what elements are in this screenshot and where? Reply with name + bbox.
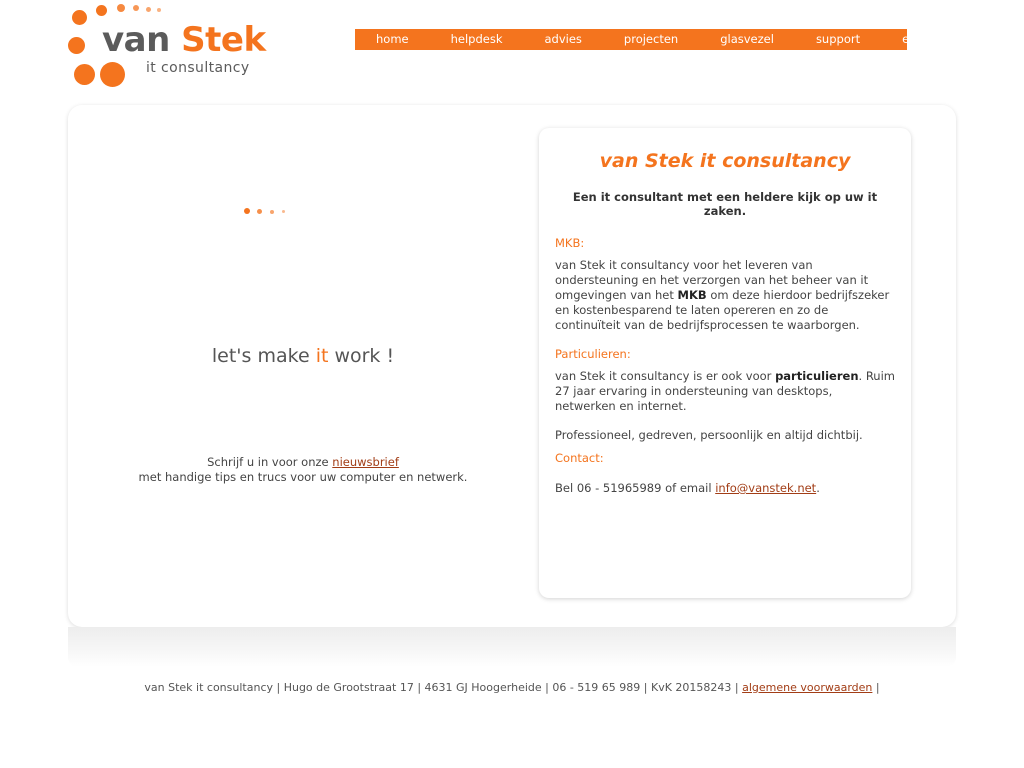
nav-item-projecten[interactable]: projecten: [623, 32, 679, 46]
nav-item-home[interactable]: home: [376, 32, 409, 46]
contact-email-link[interactable]: info@vanstek.net: [715, 481, 817, 495]
logo-wordmark: [102, 22, 266, 76]
mkb-heading: MKB:: [555, 236, 585, 250]
footer-terms-link[interactable]: algemene voorwaarden: [742, 681, 873, 694]
particulieren-paragraph-2: Professioneel, gedreven, persoonlijk en altijd dichtbij.: [555, 428, 863, 442]
contact-heading: Contact:: [555, 451, 604, 465]
newsletter-line2: met handige tips en trucs voor uw computer en netwerk.: [138, 470, 468, 484]
info-card-body: [539, 128, 911, 443]
slogan: [68, 345, 538, 367]
part-bold: particulieren: [775, 369, 859, 383]
info-card: [539, 128, 911, 598]
nav-item-advies[interactable]: advies: [544, 32, 582, 46]
contact-block: [555, 451, 895, 510]
contact-line: [555, 481, 895, 496]
decorative-dots-icon: [244, 205, 304, 219]
newsletter-pre: Schrijf u in voor onze: [207, 455, 333, 469]
mkb-text-2: om deze hierdoor bedrijfszeker en kostenbesparend te laten opereren en zo de continuïteit van de bedrijfsprocessen te waarborgen.: [555, 288, 890, 332]
card-subtitle: Een it consultant met een heldere kijk op uw it zaken.: [572, 190, 878, 218]
site-header: [0, 0, 1024, 100]
footer-text-pre: van Stek it consultancy | Hugo de Grootstraat 17 | 4631 GJ Hoogerheide | 06 - 519 65 989 | KvK 20158243 |: [144, 681, 743, 694]
left-column: [68, 105, 538, 627]
card-title: van Stek it consultancy: [599, 150, 851, 172]
logo-subtitle: it consultancy: [146, 60, 250, 76]
particulieren-paragraph: [555, 369, 895, 414]
contact-pre: Bel 06 - 51965989 of email: [555, 481, 716, 495]
mkb-paragraph: [555, 258, 895, 333]
newsletter-link[interactable]: nieuwsbrief: [332, 455, 399, 469]
site-logo[interactable]: [60, 4, 320, 94]
nav-item-support[interactable]: support: [815, 32, 861, 46]
newsletter-line1: [68, 455, 538, 470]
mkb-bold: MKB: [677, 288, 707, 302]
footer-text-post: |: [872, 681, 880, 694]
site-footer: [0, 681, 1024, 694]
panel-shadow-strip: [68, 627, 956, 667]
logo-word-van: van: [102, 20, 170, 60]
part-text-2: . Ruim 27 jaar ervaring in ondersteuning van desktops, netwerken en internet.: [555, 369, 895, 413]
nav-item-email[interactable]: email: [902, 32, 934, 46]
contact-post: .: [816, 481, 820, 495]
main-navigation: [355, 29, 934, 50]
mkb-text-1: van Stek it consultancy voor het leveren van ondersteuning en het verzorgen van het beheer van it omgevingen van het: [555, 258, 869, 302]
content-panel: [68, 105, 956, 627]
slogan-accent: it: [315, 345, 329, 367]
newsletter-block: [68, 455, 538, 485]
nav-item-glasvezel[interactable]: glasvezel: [720, 32, 774, 46]
logo-word-stek: Stek: [181, 20, 266, 60]
particulieren-heading: Particulieren:: [555, 347, 631, 361]
slogan-pre: let's make: [211, 345, 316, 367]
nav-item-helpdesk[interactable]: helpdesk: [450, 32, 503, 46]
slogan-post: work !: [328, 345, 395, 367]
part-text-1: van Stek it consultancy is er ook voor: [555, 369, 776, 383]
